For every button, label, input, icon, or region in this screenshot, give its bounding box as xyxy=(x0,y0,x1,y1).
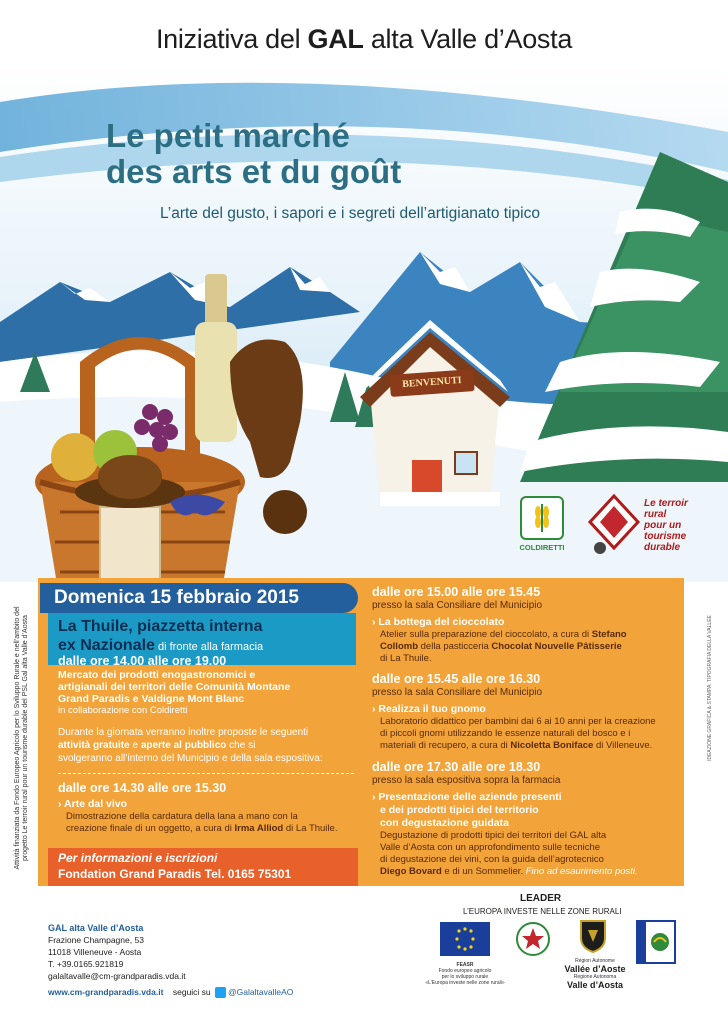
activity-desc-2: Valle d’Aosta con un approfondimento sulle tecniche xyxy=(380,842,601,853)
title-line-1: Le petit marché xyxy=(106,117,350,154)
intro-block xyxy=(58,726,354,765)
footer-addr-2: 11018 Villeneuve - Aosta xyxy=(48,947,142,957)
info-box xyxy=(48,848,358,886)
intro-free: attività gratuite xyxy=(58,740,130,751)
intro-line-2 xyxy=(58,739,354,752)
desc-shop: Chocolat Nouvelle Pâtisserie xyxy=(491,641,622,652)
activity-location: presso la sala espositiva sopra la farmacia xyxy=(372,775,561,786)
feasr-line-2: Fondo europeo agricolo xyxy=(438,968,492,974)
feasr-line-3: per lo sviluppo rurale xyxy=(441,974,489,980)
twitter-icon[interactable] xyxy=(215,987,226,998)
terroir-logo xyxy=(586,492,726,562)
desc-limit: Fino ad esaurimento posti. xyxy=(525,866,638,877)
intro-that: che si xyxy=(226,740,256,751)
region-shield-icon xyxy=(578,918,608,954)
credits-note-text: IDEAZIONE GRAFICA & STAMPA: TIPOGRAFIA DELLA VALLÉE xyxy=(707,615,713,761)
desc-part: creazione finale di un oggetto, a cura di xyxy=(66,823,235,834)
activity-location: presso la sala Consiliare del Municipio xyxy=(372,600,543,611)
header-suffix: alta Valle d’Aosta xyxy=(363,24,573,54)
activity-desc-2 xyxy=(372,641,680,653)
activity-location: presso la sala Consiliare del Municipio xyxy=(372,687,543,698)
footer-twitter-link[interactable]: @GalaltavalleAO xyxy=(228,987,294,997)
benvenuti-sign: BENVENUTI xyxy=(389,369,474,397)
region-line-3: Regione Autonoma xyxy=(573,974,617,980)
desc-part: di Villeneuve. xyxy=(593,740,653,751)
market-collab: in collaborazione con Coldiretti xyxy=(58,705,188,716)
header-title xyxy=(0,24,728,55)
desc-person: Diego Bovard xyxy=(380,866,442,877)
activity-cioccolato xyxy=(372,585,680,665)
coldiretti-logo xyxy=(515,496,569,558)
desc-person: Stefano xyxy=(591,629,627,640)
footer-phone: T. +39.0165.921819 xyxy=(48,959,124,969)
activity-title: › Realizza il tuo gnomo xyxy=(372,703,486,715)
market-title-1: Mercato dei prodotti enogastronomici e xyxy=(58,669,256,681)
desc-part: della pasticceria xyxy=(418,641,492,652)
activity-degustazione xyxy=(372,760,680,878)
intro-line-3: svolgeranno all’interno del Municipio e della sala espositiva: xyxy=(58,753,323,764)
divider xyxy=(58,773,354,774)
activity-title-1: › Presentazione delle aziende presenti xyxy=(372,791,562,803)
activity-desc-1: Laboratorio didattico per bambini dai 6 ai 10 anni per la creazione xyxy=(380,716,656,727)
coldiretti-label: COLDIRETTI xyxy=(519,543,565,552)
footer-web-link[interactable]: www.cm-grandparadis.vda.it xyxy=(48,987,164,997)
desc-person: Nicoletta Boniface xyxy=(510,740,594,751)
activity-title: › Arte dal vivo xyxy=(58,798,128,810)
info-phone: Fondation Grand Paradis Tel. 0165 75301 xyxy=(58,867,292,881)
activity-desc-2 xyxy=(58,823,354,835)
poster-title xyxy=(106,118,401,190)
activity-title: › La bottega del cioccolato xyxy=(372,616,505,628)
title-line-2: des arts et du goût xyxy=(106,153,402,190)
footer-links xyxy=(48,987,293,998)
intro-line-1: Durante la giornata verranno inoltre proposte le seguenti xyxy=(58,727,309,738)
desc-part: di La Thuile. xyxy=(283,823,338,834)
footer-org: GAL alta Valle d’Aosta xyxy=(48,923,144,933)
activity-gnomo xyxy=(372,672,680,752)
header-gal: GAL xyxy=(307,24,364,54)
activity-desc-3: di degustazione dei vini, con la guida dell’agrotecnico xyxy=(380,854,604,865)
activity-time: dalle ore 15.45 alle ore 16.30 xyxy=(372,672,541,686)
terroir-line-4: tourisme xyxy=(644,531,687,542)
activity-title-2: e dei prodotti tipici del territorio xyxy=(380,804,539,816)
activity-arte-dal-vivo xyxy=(58,781,354,835)
footer-email[interactable]: galaltavalle@cm-grandparadis.vda.it xyxy=(48,971,186,981)
place-note: di fronte alla farmacia xyxy=(154,641,264,653)
activity-desc-3: di La Thuile. xyxy=(380,653,432,664)
region-line-1: Région Autonome xyxy=(575,958,615,964)
activity-desc-2: di piccoli gnomi utilizzando le essenze naturali del bosco e i xyxy=(380,728,631,739)
feasr-line-1: FEASR xyxy=(456,962,474,968)
activity-time: dalle ore 14.30 alle ore 15.30 xyxy=(58,781,227,795)
activity-time: dalle ore 15.00 alle ore 15.45 xyxy=(372,585,541,599)
market-block xyxy=(58,654,354,717)
terroir-line-5: durable xyxy=(644,542,681,553)
region-line-4: Valle d’Aosta xyxy=(566,980,624,990)
leader-subtitle: L’EUROPA INVESTE NELLE ZONE RURALI xyxy=(463,907,622,916)
funding-note xyxy=(6,600,34,880)
desc-part: e di un Sommelier. xyxy=(441,866,526,877)
footer-address xyxy=(48,922,298,982)
desc-person: Collomb xyxy=(380,641,418,652)
market-title-2: artigianali dei territori delle Comunità Montane xyxy=(58,681,291,693)
terroir-line-1: Le terroir xyxy=(644,498,688,509)
activity-title-3: con degustazione guidata xyxy=(380,817,509,829)
poster-subtitle: L’arte del gusto, i sapori e i segreti dell’artigianato tipico xyxy=(160,205,540,222)
info-line-1: Per informazioni e iscrizioni xyxy=(58,851,218,865)
region-caption xyxy=(560,958,630,990)
feasr-caption xyxy=(420,962,510,986)
event-date: Domenica 15 febbraio 2015 xyxy=(40,583,358,613)
eu-flag-icon xyxy=(440,922,490,956)
desc-part: materiali di recupero, a cura di xyxy=(380,740,511,751)
place-name: ex Nazionale xyxy=(58,637,155,654)
market-time: dalle ore 14.00 alle ore 19.00 xyxy=(58,654,227,668)
activity-desc-3 xyxy=(372,740,680,752)
terroir-line-2: rural xyxy=(644,509,667,520)
funding-note-text: Attività finanziata da Fondo Europeo Agricolo per lo Sviluppo Rurale e nell’ambito del progetto Le terroir rural pour un tourisme durable del PSL Gal alta Valle d’Aosta xyxy=(14,606,29,870)
leader-logo-icon xyxy=(636,920,676,964)
activity-desc-1: Degustazione di prodotti tipici dei territori del GAL alta xyxy=(380,830,607,841)
feasr-line-4: «L’Europa investe nelle zone rurali» xyxy=(425,980,505,986)
italy-emblem-icon xyxy=(515,920,551,958)
intro-open: aperte al pubblico xyxy=(140,740,227,751)
market-title-3: Grand Paradis e Valdigne Mont Blanc xyxy=(58,693,245,705)
desc-person: Irma Alliod xyxy=(234,823,284,834)
place-line-1: La Thuile, piazzetta interna xyxy=(58,618,263,635)
footer-follow: seguici su xyxy=(172,987,211,997)
credits-note xyxy=(700,585,720,795)
intro-and: e xyxy=(129,740,141,751)
terroir-emblem-icon xyxy=(586,492,642,558)
terroir-line-3: pour un xyxy=(644,520,682,531)
desc-part: Atelier sulla preparazione del cioccolato, a cura di xyxy=(380,629,592,640)
footer-addr-1: Frazione Champagne, 53 xyxy=(48,935,144,945)
activity-desc-4 xyxy=(372,866,680,878)
activity-time: dalle ore 17.30 alle ore 18.30 xyxy=(372,760,541,774)
header-prefix: Iniziativa del xyxy=(155,24,308,54)
leader-title: LEADER xyxy=(520,893,562,904)
wheat-icon xyxy=(522,498,562,538)
activity-desc-1: Dimostrazione della cardatura della lana a mano con la xyxy=(66,811,298,822)
activity-desc-1 xyxy=(372,629,680,641)
region-line-2: Vallée d’Aoste xyxy=(564,964,626,974)
